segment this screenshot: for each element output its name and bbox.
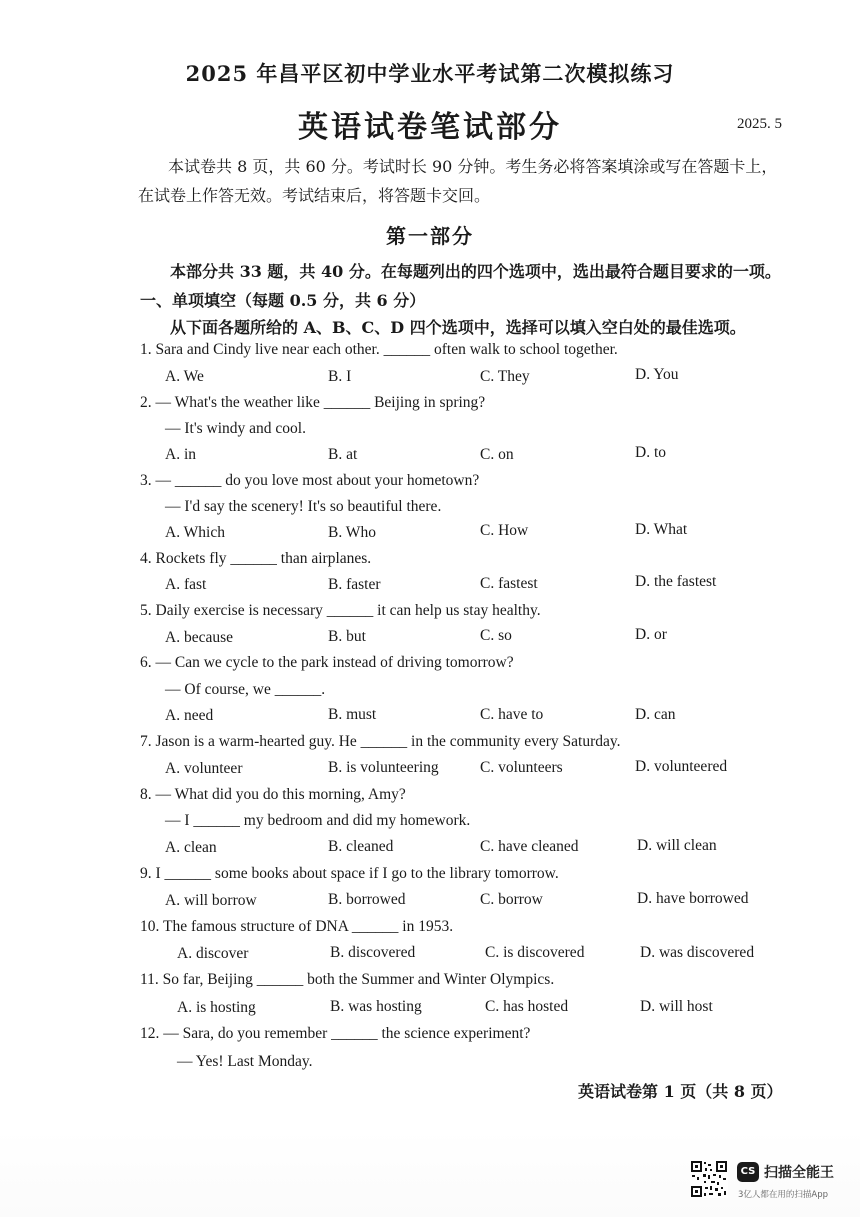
option-d: D. volunteered [635,758,728,775]
option-d: D. What [635,521,688,538]
option-b: B. discovered [330,944,416,961]
option-c: C. They [480,368,530,385]
question-stem: 12. — Sara, do you remember ______ the science experiment? [140,1025,531,1042]
option-c: C. has hosted [485,998,569,1015]
option-c: C. How [480,522,529,539]
option-d: D. will host [640,998,713,1015]
exam-title: 2025 年昌平区初中学业水平考试第二次模拟练习 [185,61,675,86]
scanner-app-name: 扫描全能王 [764,1165,834,1181]
qr-code-icon [690,1160,728,1198]
page-number: 英语试卷第 1 页（共 8 页） [578,1082,783,1101]
question-stem: 2. — What's the weather like ______ Beijing in spring? [140,394,486,411]
option-d: D. have borrowed [637,890,749,907]
exam-intro: 本试卷共 8 页，共 60 分。考试时长 90 分钟。考生务必将答案填涂或写在答题卡上，在试卷上作答无效。考试结束后，将答题卡交回。 [138,157,778,205]
option-a: A. in [165,446,196,463]
option-d: D. to [635,444,666,461]
option-d: D. the fastest [635,573,717,590]
option-b: B. is volunteering [328,759,439,776]
option-d: D. will clean [637,837,717,854]
option-c: C. borrow [480,891,543,908]
option-b: B. Who [328,524,376,541]
option-d: D. You [635,366,679,383]
question-stem: 7. Jason is a warm-hearted guy. He ______ in the community every Saturday. [140,733,621,750]
option-c: C. have cleaned [480,838,579,855]
option-c: C. have to [480,706,544,723]
option-a: A. because [165,629,233,646]
question-stem: 8. — What did you do this morning, Amy? [140,786,406,803]
option-a: A. discover [177,945,249,962]
camscanner-logo: CS [737,1162,759,1182]
question-stem: 6. — Can we cycle to the park instead of driving tomorrow? [140,654,514,671]
question-reply: — Of course, we ______. [165,681,326,698]
option-a: A. need [165,707,214,724]
option-d: D. can [635,706,676,723]
exam-date: 2025. 5 [737,116,782,132]
option-a: A. will borrow [165,892,257,909]
option-c: C. on [480,446,514,463]
question-stem: 11. So far, Beijing ______ both the Summer and Winter Olympics. [140,971,555,988]
part-title: 第一部分 [386,224,474,248]
question-reply: — Yes! Last Monday. [177,1053,313,1070]
question-stem: 9. I ______ some books about space if I go to the library tomorrow. [140,865,559,882]
scanner-tagline: 3亿人都在用的扫描App [738,1190,829,1200]
question-stem: 3. — ______ do you love most about your hometown? [140,472,480,489]
question-reply: — It's windy and cool. [165,420,306,437]
option-c: C. fastest [480,575,538,592]
option-b: B. borrowed [328,891,406,908]
option-a: A. is hosting [177,999,256,1016]
part-description: 本部分共 33 题，共 40 分。在每题列出的四个选项中，选出最符合题目要求的一项。 [170,262,781,281]
question-stem: 10. The famous structure of DNA ______ in 1953. [140,918,454,935]
option-a: A. volunteer [165,760,243,777]
question-reply: — I'd say the scenery! It's so beautiful there. [165,498,442,515]
section-title: 一、单项填空（每题 0.5 分，共 6 分） [140,291,426,310]
paper-title: 英语试卷笔试部分 [298,110,562,145]
section-instruction: 从下面各题所给的 A、B、C、D 四个选项中，选择可以填入空白处的最佳选项。 [170,318,746,337]
option-c: C. so [480,627,512,644]
scan-footer-area [0,1130,860,1217]
option-b: B. faster [328,576,381,593]
option-b: B. cleaned [328,838,394,855]
question-stem: 4. Rockets fly ______ than airplanes. [140,550,372,567]
question-reply: — I ______ my bedroom and did my homework. [165,812,471,829]
option-a: A. fast [165,576,207,593]
option-b: B. I [328,368,352,385]
option-b: B. must [328,706,377,723]
option-a: A. clean [165,839,217,856]
option-b: B. at [328,446,358,463]
option-c: C. is discovered [485,944,585,961]
option-d: D. was discovered [640,944,755,961]
option-b: B. was hosting [330,998,422,1015]
question-stem: 5. Daily exercise is necessary ______ it can help us stay healthy. [140,602,541,619]
option-d: D. or [635,626,667,643]
option-a: A. Which [165,524,225,541]
question-stem: 1. Sara and Cindy live near each other. ______ often walk to school together. [140,341,618,358]
option-b: B. but [328,628,366,645]
option-a: A. We [165,368,204,385]
option-c: C. volunteers [480,759,563,776]
